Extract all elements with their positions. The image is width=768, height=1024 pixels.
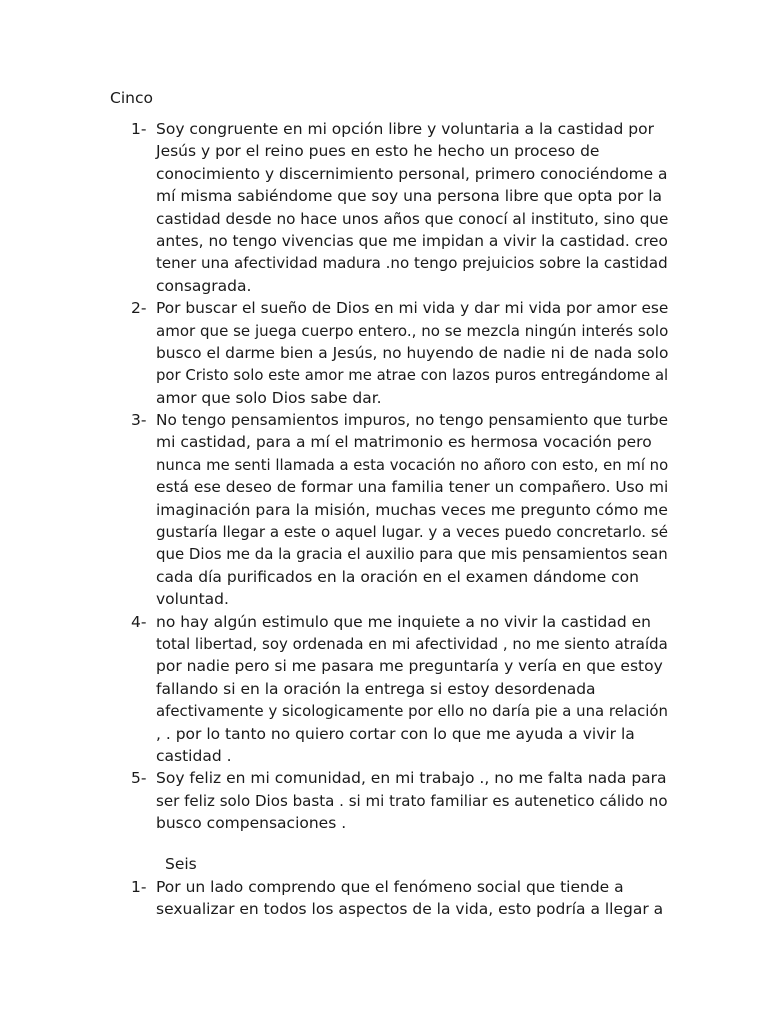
text-line: ser feliz solo Dios basta . si mi trato familiar es autenetico cálido no [156, 791, 668, 810]
numbered-list-cinco [0, 118, 768, 835]
section-heading-cinco: Cinco [110, 89, 153, 107]
list-item-text [156, 297, 668, 409]
text-line: , . por lo tanto no quiero cortar con lo que me ayuda a vivir la [156, 724, 635, 743]
list-item-text [156, 876, 668, 921]
text-line: amor que se juega cuerpo entero., no se mezcla ningún interés solo [156, 321, 669, 340]
text-line: cada día purificados en la oración en el examen dándome con [156, 567, 639, 586]
text-line: afectivamente y sicologicamente por ello no daría pie a una relación [156, 702, 668, 721]
text-line: Por un lado comprendo que el fenómeno social que tiende a [156, 878, 624, 896]
list-item-number: 3- [131, 411, 147, 430]
text-line: tener una afectividad madura .no tengo prejuicios sobre la castidad [156, 254, 668, 273]
text-line: fallando si en la oración la entrega si estoy desordenada [156, 679, 596, 698]
list-item [0, 876, 768, 921]
list-item-number: 5- [131, 769, 147, 788]
text-line: por nadie pero si me pasara me preguntaría y vería en que estoy [156, 657, 663, 676]
list-item [0, 297, 768, 409]
text-line: No tengo pensamientos impuros, no tengo pensamiento que turbe [156, 411, 669, 430]
text-line: por Cristo solo este amor me atrae con lazos puros entregándome al [156, 366, 669, 385]
text-line: Soy feliz en mi comunidad, en mi trabajo ., no me falta nada para [156, 769, 667, 788]
text-line: Soy congruente en mi opción libre y voluntaria a la castidad por [156, 120, 654, 138]
text-line: consagrada. [156, 276, 252, 295]
text-line: busco compensaciones . [156, 814, 347, 833]
text-line: gustaría llegar a este o aquel lugar. y a veces puedo concretarlo. sé [156, 523, 668, 542]
list-item-number: 1- [131, 120, 147, 138]
list-item-text [156, 611, 668, 768]
list-item-text [156, 767, 668, 834]
list-item-text [156, 118, 668, 297]
text-line: castidad . [156, 746, 232, 765]
text-line: castidad desde no hace unos años que conocí al instituto, sino que [156, 209, 669, 228]
text-line: Jesús y por el reino pues en esto he hecho un proceso de [156, 142, 600, 161]
list-item-number: 2- [131, 299, 147, 318]
list-item [0, 118, 768, 297]
text-line: voluntad. [156, 590, 229, 609]
text-line: nunca me senti llamada a esta vocación no añoro con esto, en mí no [156, 455, 669, 474]
text-line: antes, no tengo vivencias que me impidan a vivir la castidad. creo [156, 231, 668, 250]
list-item-text [156, 409, 668, 611]
numbered-list-seis [0, 876, 768, 921]
text-line: amor que solo Dios sabe dar. [156, 388, 382, 407]
list-item [0, 767, 768, 834]
text-line: busco el darme bien a Jesús, no huyendo de nadie ni de nada solo [156, 343, 669, 362]
list-item-number: 1- [131, 878, 147, 896]
text-line: mi castidad, para a mí el matrimonio es hermosa vocación pero [156, 433, 652, 452]
list-item-number: 4- [131, 612, 147, 631]
text-line: está ese deseo de formar una familia tener un compañero. Uso mi [156, 478, 669, 497]
text-line: total libertad, soy ordenada en mi afectividad , no me siento atraída [156, 634, 668, 653]
list-item [0, 409, 768, 611]
text-line: imaginación para la misión, muchas veces me pregunto cómo me [156, 500, 668, 519]
text-line: no hay algún estimulo que me inquiete a no vivir la castidad en [156, 612, 651, 631]
section-heading-seis: Seis [165, 855, 197, 873]
text-line: Por buscar el sueño de Dios en mi vida y dar mi vida por amor ese [156, 299, 669, 318]
text-line: que Dios me da la gracia el auxilio para que mis pensamientos sean [156, 545, 668, 564]
text-line: conocimiento y discernimiento personal, primero conociéndome a [156, 164, 668, 183]
text-line: sexualizar en todos los aspectos de la vida, esto podría a llegar a [156, 900, 664, 919]
text-line: mí misma sabiéndome que soy una persona libre que opta por la [156, 187, 663, 206]
list-item [0, 611, 768, 768]
